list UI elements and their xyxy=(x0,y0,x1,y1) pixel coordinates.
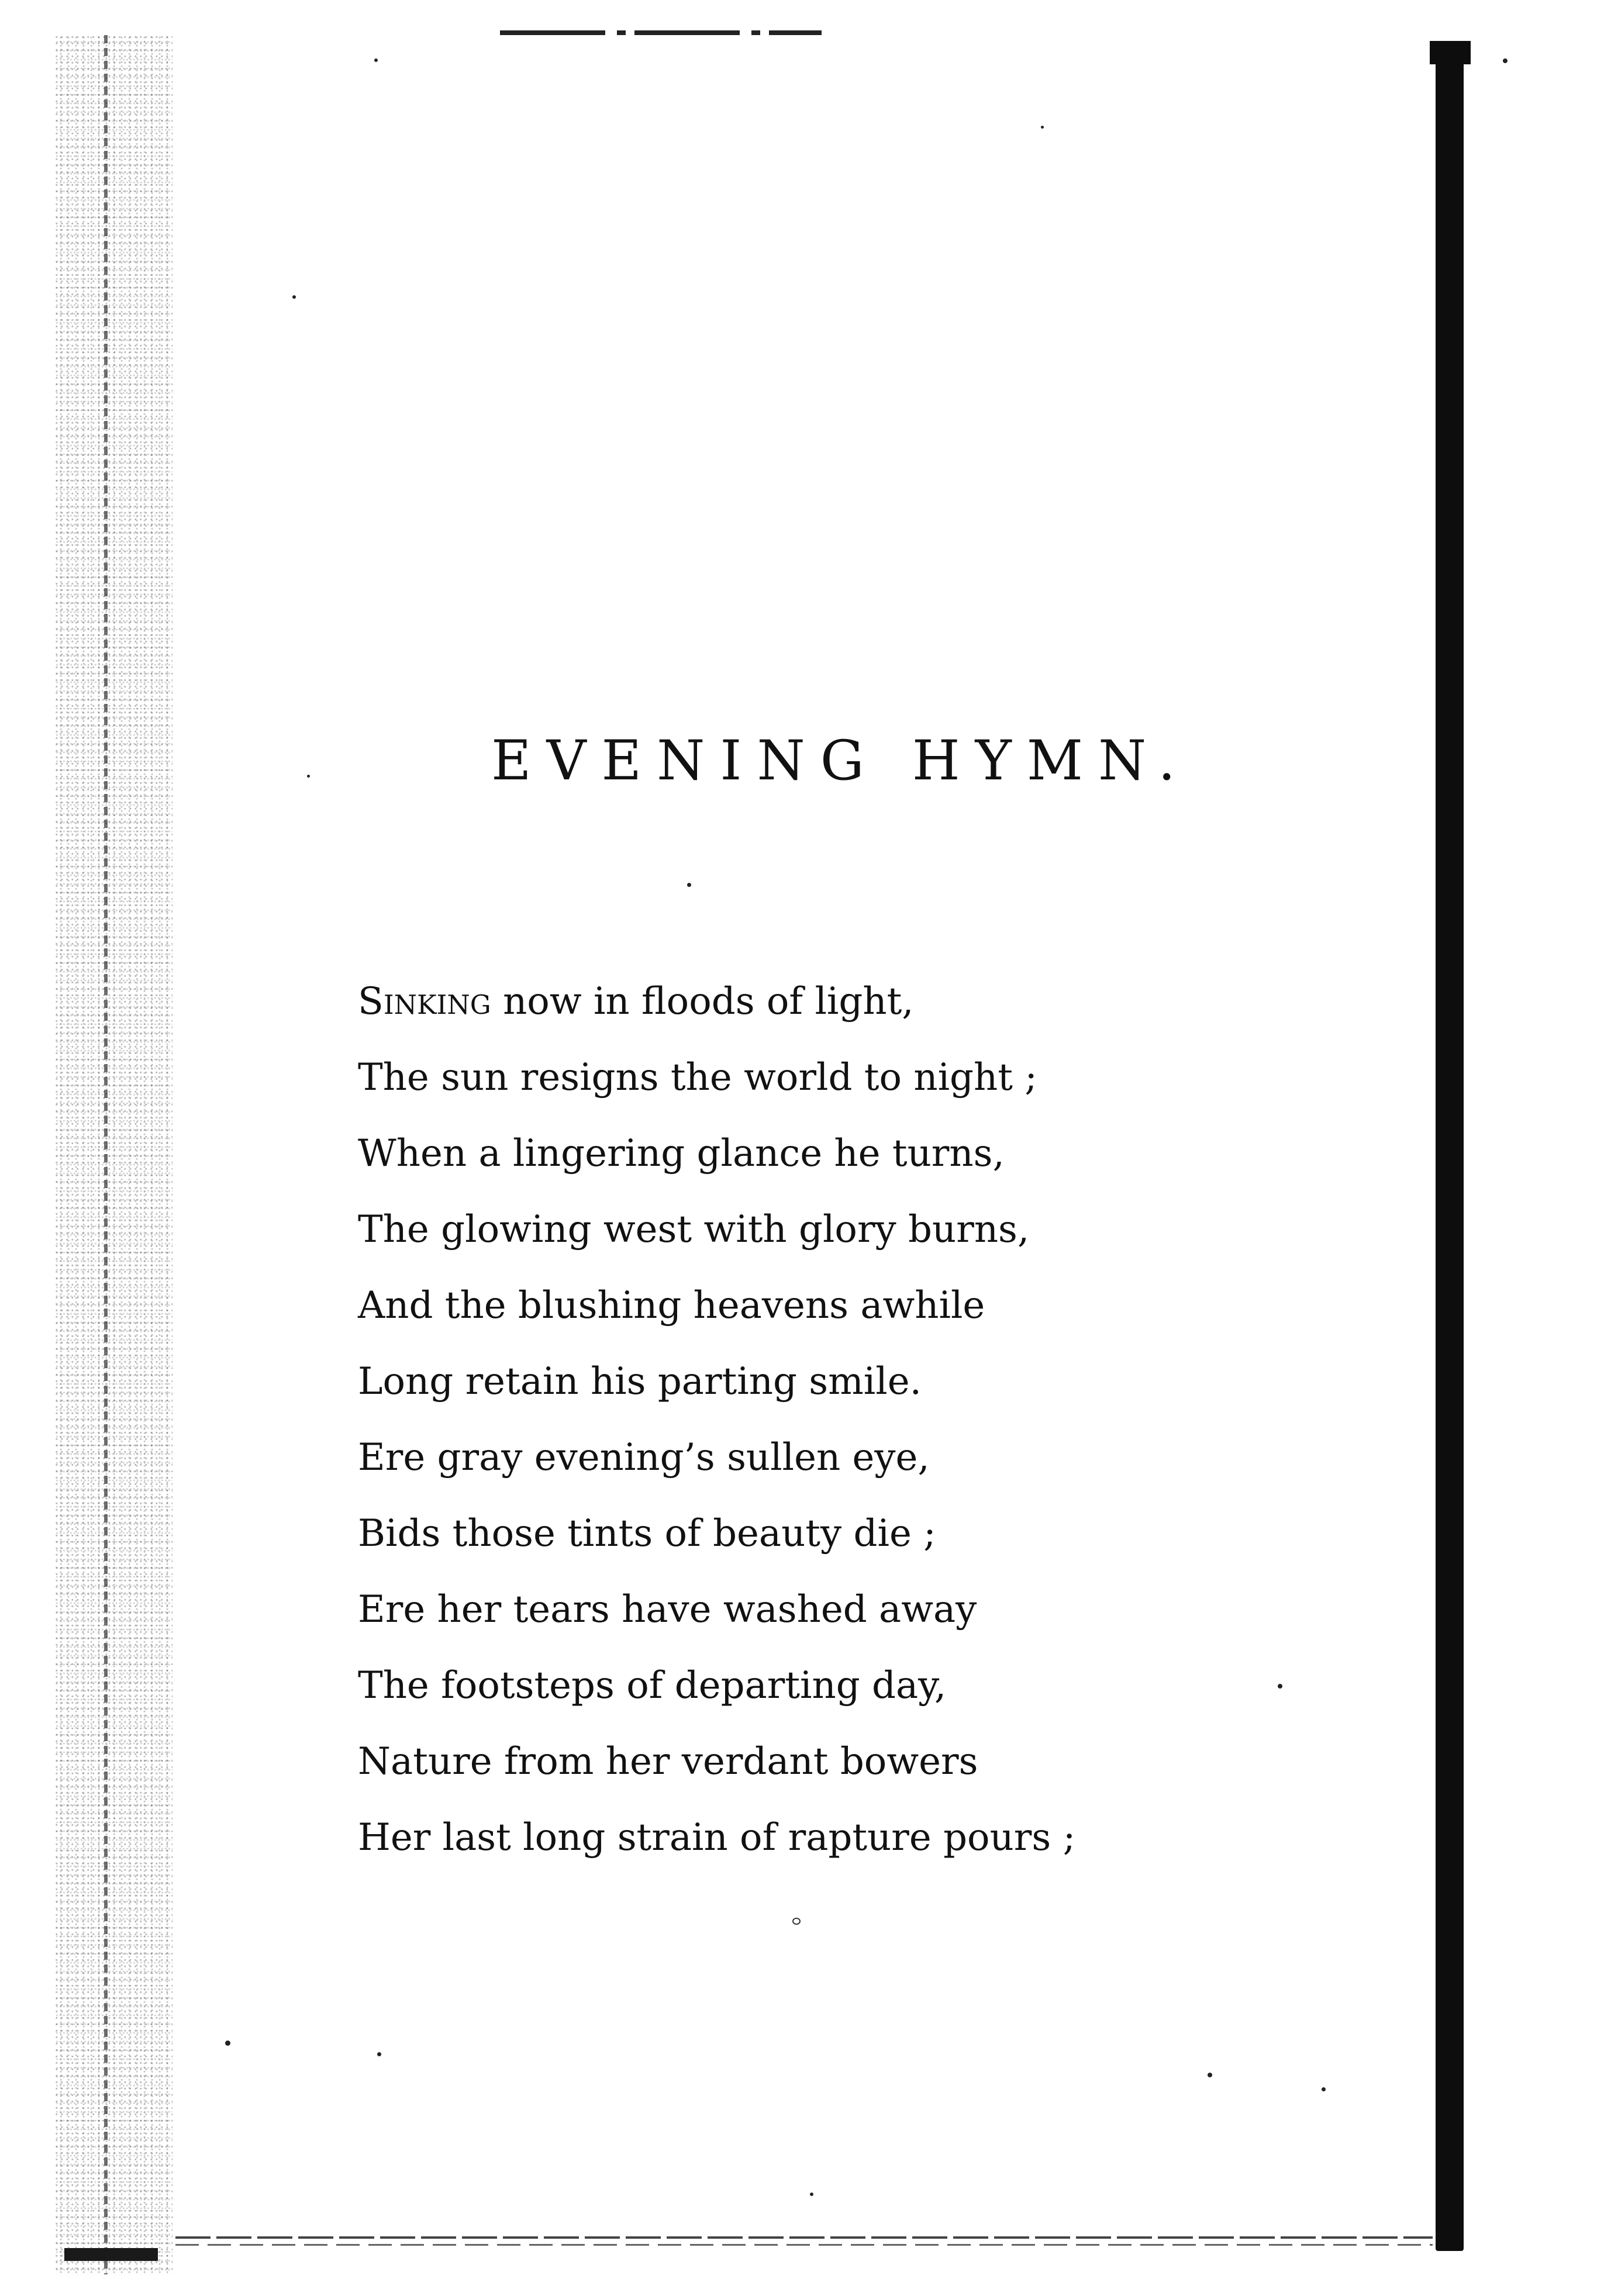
print-speck xyxy=(307,775,310,778)
poem-line-9: Ere her tears have washed away xyxy=(358,1588,977,1631)
print-speck xyxy=(1041,126,1044,129)
poem-line-1 xyxy=(358,964,1075,1040)
right-margin-bar xyxy=(1436,44,1464,2251)
bottom-rule-secondary xyxy=(175,2244,1433,2246)
binding-gutter-foot xyxy=(64,2248,158,2261)
print-speck xyxy=(1208,2073,1212,2077)
poem-line-8: Bids those tints of beauty die ; xyxy=(358,1512,936,1555)
poem-title: EVENING HYMN. xyxy=(491,729,1191,793)
poem-line-12: Her last long strain of rapture pours ; xyxy=(358,1816,1076,1859)
poem-line-7: Ere gray evening’s sullen eye, xyxy=(358,1436,930,1479)
print-speck xyxy=(792,1918,801,1925)
print-speck xyxy=(377,2052,381,2056)
poem-first-word: Sinking xyxy=(358,980,491,1023)
poem-line-11: Nature from her verdant bowers xyxy=(358,1740,978,1783)
print-speck xyxy=(687,883,691,887)
poem-line-4: The glowing west with glory burns, xyxy=(358,1208,1030,1251)
print-speck xyxy=(1503,58,1508,63)
bottom-rule xyxy=(175,2236,1433,2239)
poem-line-10: The footsteps of departing day, xyxy=(358,1664,947,1707)
right-margin-bar-cap xyxy=(1430,41,1471,64)
print-speck xyxy=(292,295,296,299)
poem-line-5: And the blushing heavens awhile xyxy=(358,1284,985,1327)
poem-first-line-rest: now in floods of light, xyxy=(491,980,914,1023)
print-speck xyxy=(225,2040,230,2046)
top-rule xyxy=(500,30,822,35)
poem-line-6: Long retain his parting smile. xyxy=(358,1360,922,1403)
print-speck xyxy=(1322,2087,1326,2091)
poem-line-2: The sun resigns the world to night ; xyxy=(358,1056,1037,1099)
binding-gutter xyxy=(56,35,173,2274)
print-speck xyxy=(374,58,378,62)
poem-line-3: When a lingering glance he turns, xyxy=(358,1132,1005,1175)
print-speck xyxy=(1278,1684,1282,1689)
poem-body xyxy=(358,964,1075,1876)
print-speck xyxy=(810,2193,813,2196)
binding-gutter-edge xyxy=(104,35,108,2274)
